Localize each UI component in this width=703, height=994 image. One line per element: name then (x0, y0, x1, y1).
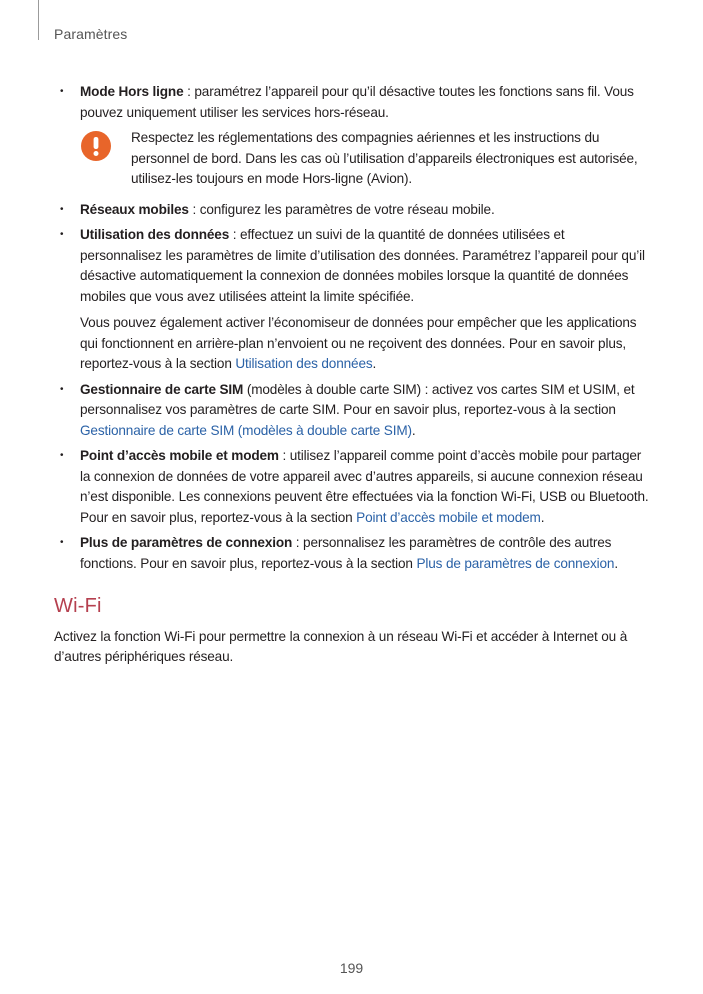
text-plus-parametres: : personnalisez les paramètres de contrôle des autres fonctions. Pour en savoir plus, reportez-vous à la section (80, 535, 612, 571)
warning-icon (80, 130, 112, 162)
term-plus-parametres: Plus de paramètres de connexion (80, 535, 293, 550)
link-utilisation-donnees[interactable]: Utilisation des données (235, 356, 373, 371)
warning-note (80, 128, 650, 190)
list-item-reseaux-mobiles (54, 200, 650, 221)
term-point-acces: Point d’accès mobile et modem (80, 448, 279, 463)
bullet-icon: • (60, 229, 64, 240)
header-rule (38, 0, 39, 40)
bullet-icon: • (60, 383, 64, 395)
text-mode-hors-ligne: : paramétrez l’appareil pour qu’il désactive toutes les fonctions sans fil. Vous pouvez uniquement utiliser les services hors-réseau. (80, 84, 634, 120)
term-gestionnaire-sim: Gestionnaire de carte SIM (80, 381, 244, 397)
link-gestionnaire-sim[interactable]: Gestionnaire de carte SIM (modèles à double carte SIM) (80, 422, 412, 438)
list-item-point-acces (54, 446, 650, 528)
text-end: . (614, 555, 618, 571)
page-number: 199 (339, 960, 364, 976)
page-header: Paramètres (54, 26, 128, 42)
text-point-acces: : utilisez l’appareil comme point d’accès mobile pour partager la connexion de données de votre appareil avec d’autres appareils, si aucune connexion réseau n’est disponible. Les connexions peuvent être effectuées via la fonction Wi-Fi, USB ou Bluetooth. Pour en savoir plus, reportez-vous à la section (80, 448, 649, 525)
section-title-wifi: Wi-Fi (54, 595, 102, 617)
paragraph-economiseur (80, 313, 650, 375)
list-item-utilisation-donnees (54, 225, 650, 375)
bullet-icon: • (60, 86, 64, 97)
bullet-icon: • (60, 450, 64, 461)
warning-text: Respectez les réglementations des compagnies aériennes et les instructions du personnel de bord. Dans les cas où l’utilisation d’appareils électroniques est autorisée, utilisez-les toujours en mode Hors-ligne (Avion). (131, 130, 638, 186)
bullet-icon: • (60, 537, 64, 548)
list-item-mode-hors-ligne (54, 82, 650, 123)
text-gestionnaire-sim: (modèles à double carte SIM) : activez vos cartes SIM et USIM, et personnalisez vos paramètres de carte SIM. Pour en savoir plus, reportez-vous à la section (80, 381, 635, 417)
text-utilisation-donnees: : effectuez un suivi de la quantité de données utilisées et personnalisez les paramètres de limite d’utilisation des données. Paramétrez l’appareil pour qu’il désactive automatiquement la connexion de données mobiles lorsque la quantité de données mobiles que vous avez utilisées atteint la limite spécifiée. (80, 227, 645, 304)
term-reseaux-mobiles: Réseaux mobiles (80, 201, 189, 217)
link-point-acces[interactable]: Point d’accès mobile et modem (356, 509, 541, 525)
text-end: . (540, 509, 545, 525)
link-plus-parametres[interactable]: Plus de paramètres de connexion (416, 555, 615, 571)
list-item-plus-parametres (54, 533, 650, 574)
term-mode-hors-ligne: Mode Hors ligne (80, 84, 184, 99)
text-end: . (411, 422, 416, 438)
list-item-gestionnaire-sim (54, 380, 650, 442)
bullet-icon: • (60, 203, 64, 215)
term-utilisation-donnees: Utilisation des données (80, 227, 230, 242)
wifi-intro: Activez la fonction Wi-Fi pour permettre la connexion à un réseau Wi-Fi et accéder à Internet ou à d’autres périphériques réseau. (54, 628, 628, 664)
para-text-economiseur: Vous pouvez également activer l’économiseur de données pour empêcher que les applications qui fonctionnent en arrière-plan n’envoient ou ne reçoivent des données. Pour en savoir plus, reportez-vous à la section (80, 315, 637, 371)
text-reseaux-mobiles: : configurez les paramètres de votre réseau mobile. (188, 201, 495, 217)
para-end: . (372, 356, 377, 371)
page-content (54, 82, 650, 668)
